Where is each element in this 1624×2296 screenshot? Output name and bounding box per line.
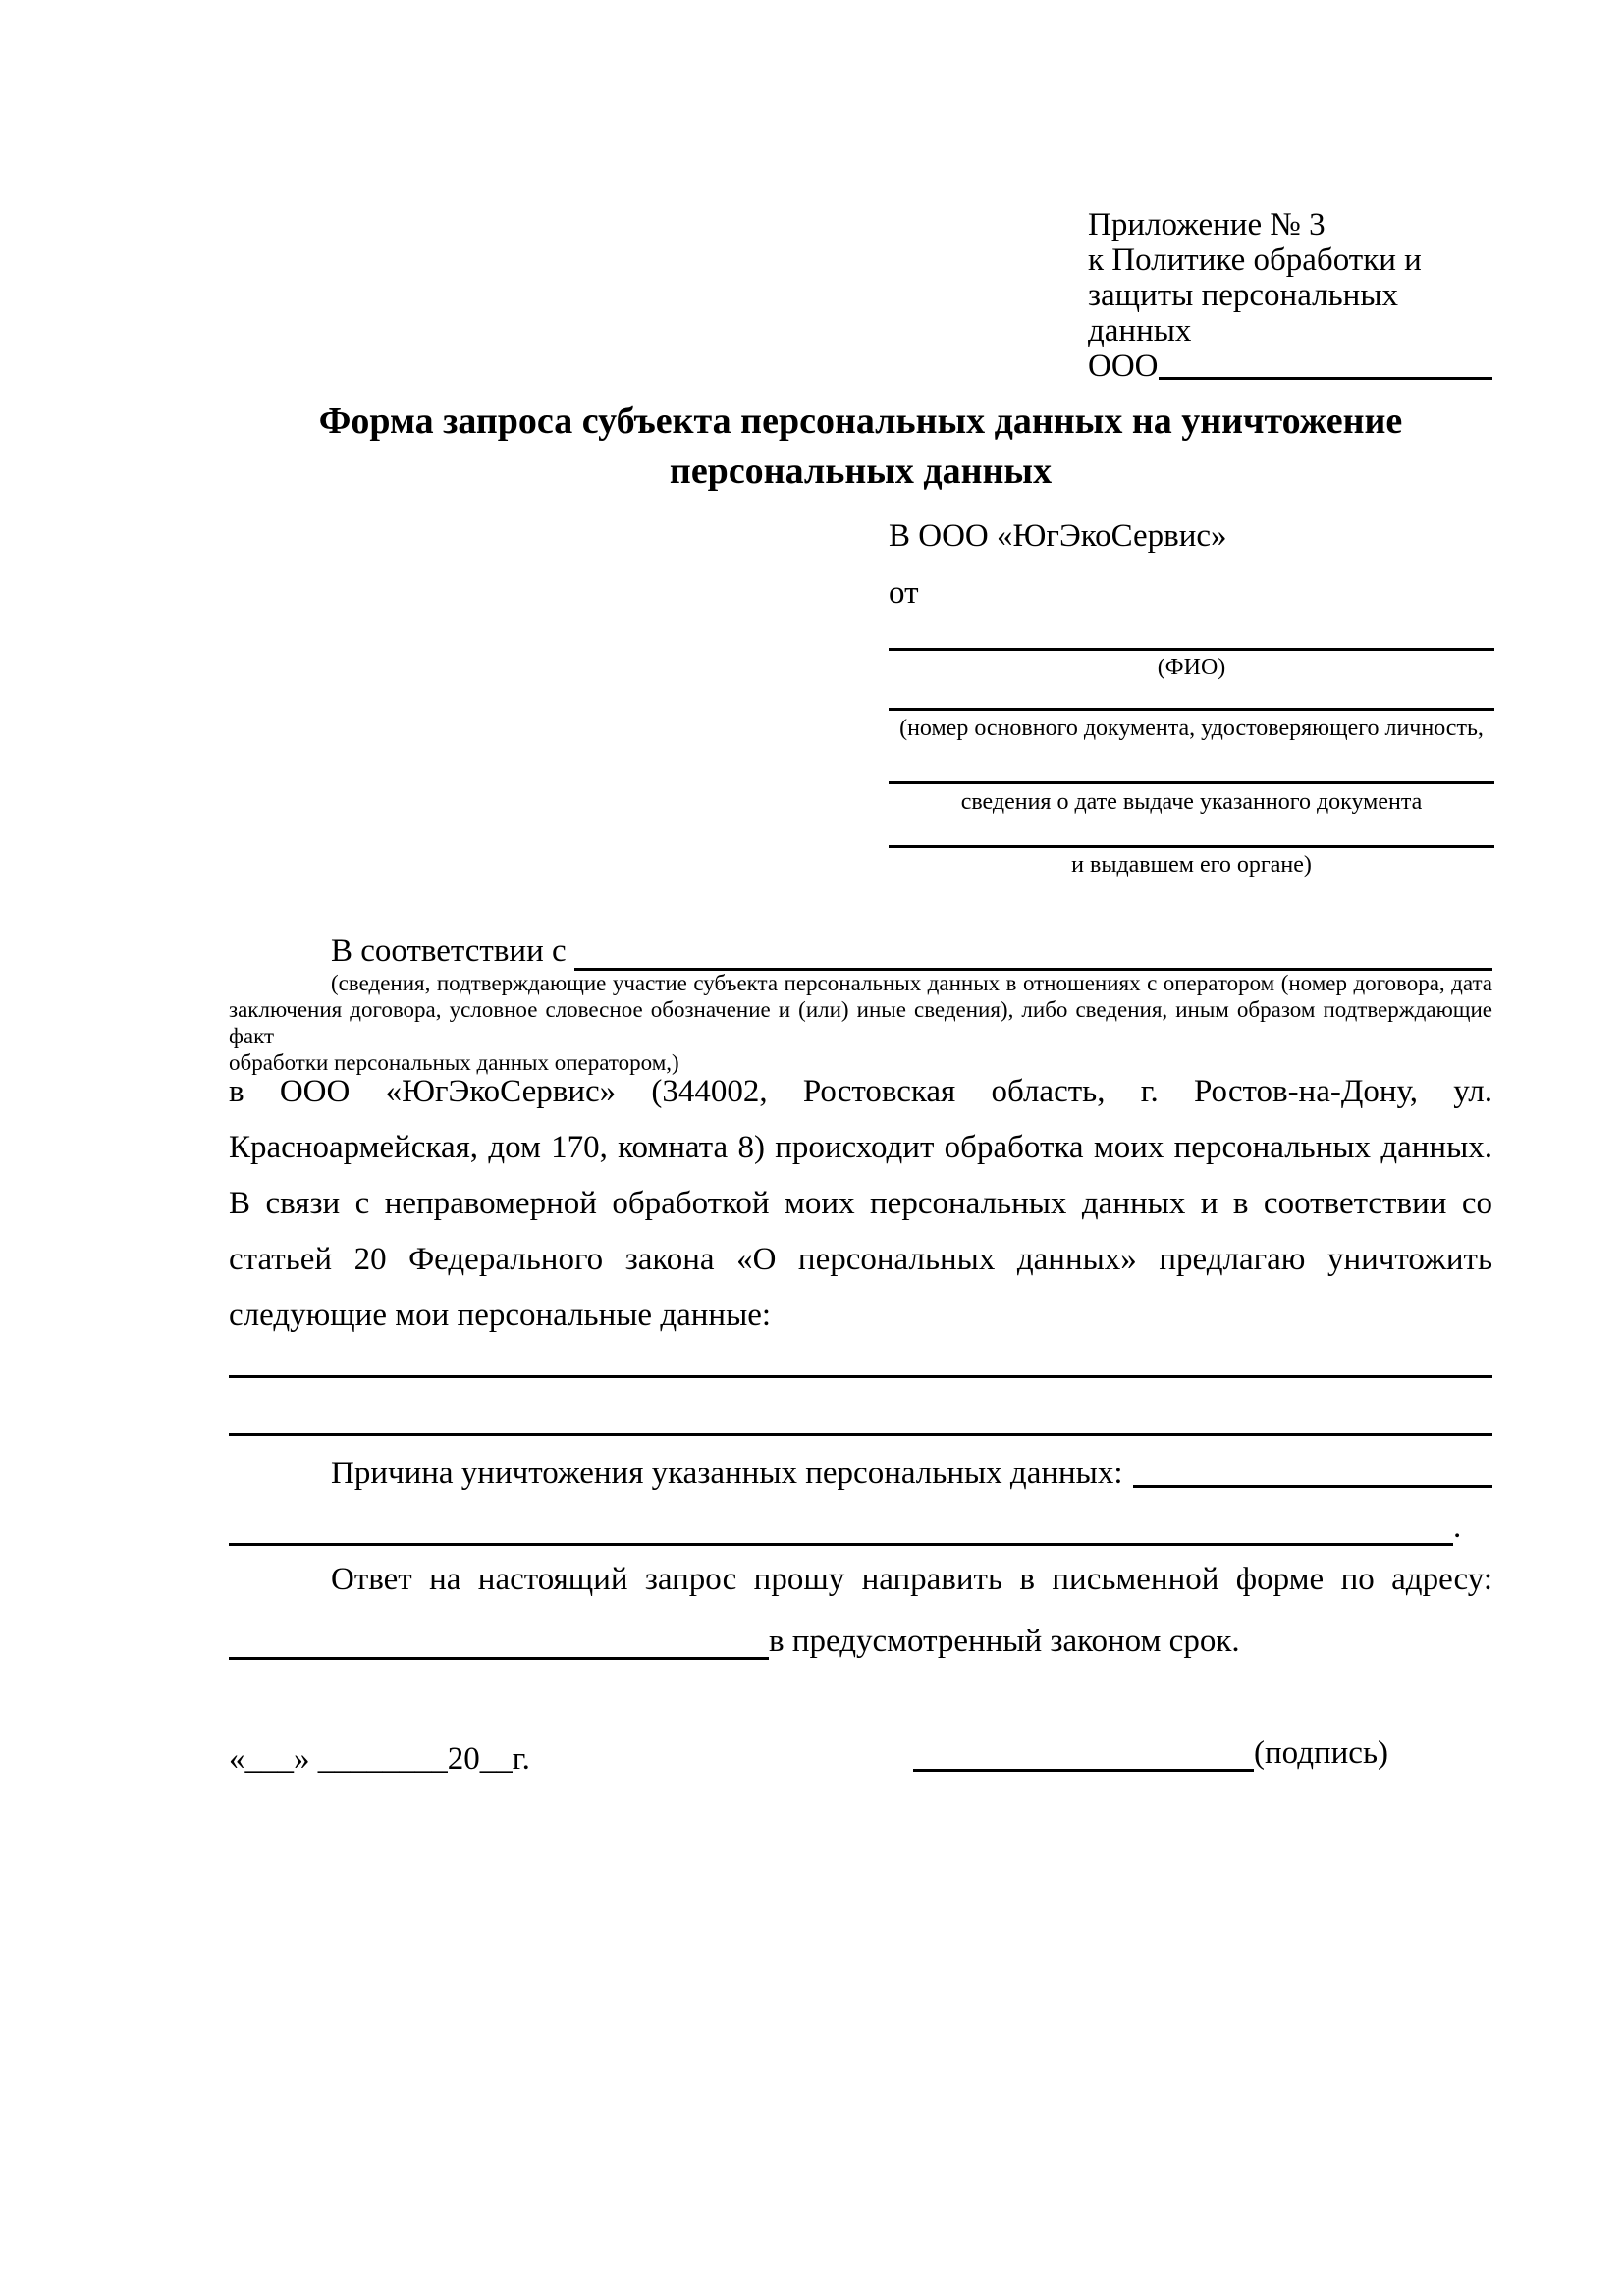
header-note-line-1: Приложение № 3 [1088, 207, 1326, 242]
reason-row [229, 1456, 1492, 1491]
accordance-blank-line [574, 934, 1492, 971]
issue-org-caption: и выдавшем его органе) [1071, 852, 1312, 878]
reason-continuation-row [229, 1510, 1492, 1546]
issue-org-blank-line [889, 845, 1494, 848]
reason-period: . [1453, 1510, 1462, 1545]
body-line-1: в ООО «ЮгЭкоСервис» (344002, Ростовская область, г. Ростов-на-Дону, ул. [229, 1074, 1492, 1109]
body-line-3: В связи с неправомерной обработкой моих персональных данных и в соответствии со [229, 1186, 1492, 1221]
address-blank-line [229, 1629, 769, 1660]
reply-term-text: в предусмотренный законом срок. [769, 1624, 1240, 1659]
fio-blank-line [889, 648, 1494, 651]
document-title [229, 397, 1492, 497]
fine-print-line-1: (сведения, подтверждающие участие субъекта персональных данных в отношениях с оператором (номер договора, дата [331, 971, 1492, 995]
title-line-2: персональных данных [669, 451, 1053, 492]
header-note-line-2: к Политике обработки и [1088, 242, 1422, 278]
fio-caption: (ФИО) [1157, 655, 1226, 680]
header-org-blank-line [1159, 348, 1493, 380]
reason-blank-line [1133, 1456, 1492, 1488]
accordance-label: В соответствии с [331, 934, 567, 969]
issue-date-caption: сведения о дате выдаче указанного документа [960, 789, 1423, 815]
header-org-row [1088, 348, 1492, 384]
date-field: «___» ________20__г. [229, 1741, 530, 1777]
accordance-row [229, 934, 1492, 971]
addressee-from-label: от [889, 575, 919, 611]
signature-caption: (подпись) [1254, 1735, 1388, 1771]
doc-number-blank-line [889, 708, 1494, 711]
personal-data-blank-line-2 [229, 1433, 1492, 1436]
header-note-line-3: защиты персональных данных [1088, 278, 1398, 348]
fine-print [229, 970, 1492, 1076]
title-line-1: Форма запроса субъекта персональных данных на уничтожение [318, 400, 1403, 442]
fine-print-line-2: заключения договора, условное словесное обозначение и (или) иные сведения), либо сведения, иным образом подтверждающие факт [229, 997, 1492, 1048]
addressee-to: В ООО «ЮгЭкоСервис» [889, 518, 1227, 554]
issue-date-blank-line [889, 781, 1494, 784]
reply-address-row [229, 1624, 1492, 1660]
body-paragraph [229, 1064, 1492, 1344]
header-note [1088, 207, 1492, 384]
personal-data-blank-line-1 [229, 1375, 1492, 1378]
reason-continuation-blank-line [229, 1515, 1453, 1546]
signature-field [913, 1735, 1388, 1772]
header-org-prefix: ООО [1088, 348, 1159, 384]
fine-print-line-3: обработки персональных данных оператором,) [229, 1050, 679, 1075]
reason-label: Причина уничтожения указанных персональных данных: [331, 1456, 1123, 1491]
reply-line: Ответ на настоящий запрос прошу направить в письменной форме по адресу: [331, 1562, 1492, 1597]
body-line-5: следующие мои персональные данные: [229, 1298, 772, 1333]
body-line-4: статьей 20 Федерального закона «О персональных данных» предлагаю уничтожить [229, 1242, 1492, 1277]
signature-blank-line [913, 1741, 1254, 1772]
body-line-2: Красноармейская, дом 170, комната 8) происходит обработка моих персональных данных. [229, 1130, 1492, 1165]
doc-number-caption: (номер основного документа, удостоверяющего личность, [899, 716, 1484, 741]
